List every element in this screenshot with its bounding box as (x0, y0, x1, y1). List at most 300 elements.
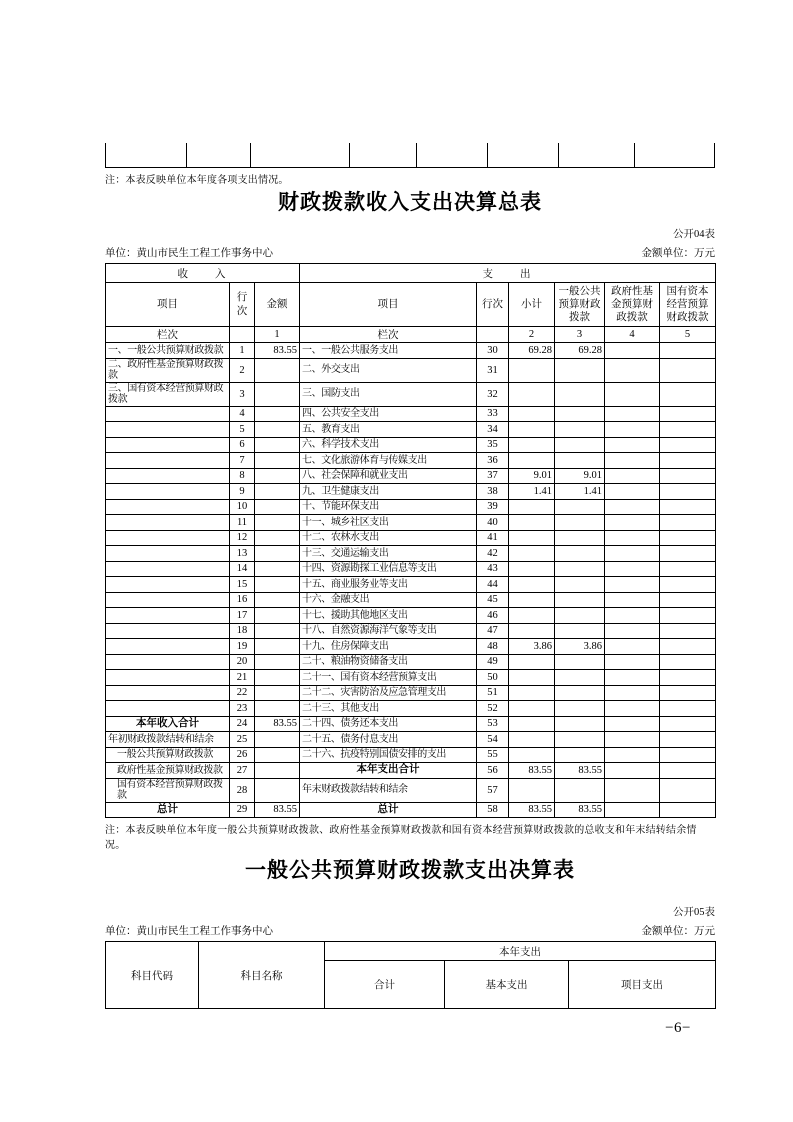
summary-amount-unit-label: 金额单位：万元 (641, 248, 715, 259)
expense-item-cell: 十五、商业服务业等支出 (300, 577, 477, 593)
income-amount-cell: 83.55 (255, 343, 300, 359)
income-line-no-cell: 28 (230, 778, 255, 802)
income-item-cell (106, 623, 230, 639)
general-budget-amount-cell: 83.55 (555, 763, 605, 779)
gov-fund-amount-cell (605, 437, 660, 453)
state-capital-amount-cell (660, 670, 716, 686)
income-item-cell (106, 484, 230, 500)
expense-subtotal-cell (509, 530, 555, 546)
gov-fund-amount-cell (605, 716, 660, 732)
expense-line-no-cell: 30 (477, 343, 509, 359)
col-income-amount-header: 金额 (255, 283, 300, 327)
expense-item-cell: 四、公共安全支出 (300, 406, 477, 422)
income-item-cell: 一、一般公共预算财政拨款 (106, 343, 230, 359)
expense-line-no-cell: 58 (477, 802, 509, 818)
table-row (106, 608, 716, 624)
general-budget-amount-cell (555, 577, 605, 593)
expense-item-cell: 本年支出合计 (300, 763, 477, 779)
col-general-budget-header: 一般公共预算财政拨款 (555, 283, 605, 327)
expense-line-no-cell: 31 (477, 358, 509, 382)
table-row (106, 732, 716, 748)
table-row (106, 546, 716, 562)
gov-fund-amount-cell (605, 499, 660, 515)
income-item-cell (106, 515, 230, 531)
expense-subtotal-cell (509, 654, 555, 670)
expense-subtotal-cell (509, 701, 555, 717)
table-row (106, 701, 716, 717)
income-line-no-cell: 18 (230, 623, 255, 639)
income-item-cell: 一般公共预算财政拨款 (106, 747, 230, 763)
income-amount-cell (255, 561, 300, 577)
expense-line-no-cell: 51 (477, 685, 509, 701)
state-capital-amount-cell (660, 685, 716, 701)
income-line-no-cell: 12 (230, 530, 255, 546)
table-row (106, 343, 716, 359)
general-table-title: 一般公共预算财政拨款支出决算表 (245, 859, 575, 882)
fragment-cell (350, 143, 417, 167)
expense-line-no-cell: 41 (477, 530, 509, 546)
state-capital-amount-cell (660, 592, 716, 608)
general-meta-line (105, 923, 715, 938)
income-line-no-cell: 11 (230, 515, 255, 531)
lanci-row (106, 327, 716, 343)
gov-fund-amount-cell (605, 639, 660, 655)
expense-subtotal-cell: 9.01 (509, 468, 555, 484)
gov-fund-amount-cell (605, 608, 660, 624)
income-amount-cell (255, 515, 300, 531)
income-item-cell: 三、国有资本经营预算财政拨款 (106, 382, 230, 406)
income-line-no-cell: 10 (230, 499, 255, 515)
expense-item-cell: 七、文化旅游体育与传媒支出 (300, 453, 477, 469)
expense-subtotal-cell: 83.55 (509, 802, 555, 818)
gov-fund-amount-cell (605, 670, 660, 686)
income-item-cell: 本年收入合计 (106, 716, 230, 732)
expense-line-no-cell: 53 (477, 716, 509, 732)
income-line-no-cell: 19 (230, 639, 255, 655)
state-capital-amount-cell (660, 701, 716, 717)
gov-fund-amount-cell (605, 763, 660, 779)
general-budget-amount-cell (555, 670, 605, 686)
expense-subtotal-cell: 1.41 (509, 484, 555, 500)
table-row (106, 453, 716, 469)
expense-subtotal-cell: 83.55 (509, 763, 555, 779)
fragment-cell (417, 143, 488, 167)
state-capital-amount-cell (660, 732, 716, 748)
expense-line-no-cell: 39 (477, 499, 509, 515)
current-year-expense-header: 本年支出 (325, 942, 716, 961)
expense-subtotal-cell: 3.86 (509, 639, 555, 655)
gov-fund-amount-cell (605, 747, 660, 763)
expense-subtotal-cell (509, 546, 555, 562)
table-row (106, 561, 716, 577)
income-item-cell (106, 406, 230, 422)
income-amount-cell (255, 546, 300, 562)
table-row (106, 499, 716, 515)
state-capital-amount-cell (660, 747, 716, 763)
state-capital-amount-cell (660, 484, 716, 500)
table-row (106, 592, 716, 608)
table-row (106, 654, 716, 670)
state-capital-amount-cell (660, 406, 716, 422)
income-line-no-cell: 26 (230, 747, 255, 763)
section-header-row (106, 264, 716, 283)
income-item-cell (106, 546, 230, 562)
general-budget-amount-cell (555, 608, 605, 624)
gov-fund-amount-cell (605, 422, 660, 438)
fragment-cell (635, 143, 715, 167)
table-row (106, 515, 716, 531)
income-item-cell (106, 685, 230, 701)
table-row (106, 406, 716, 422)
table-row (106, 778, 716, 802)
expense-subtotal-cell (509, 382, 555, 406)
income-amount-cell (255, 577, 300, 593)
expense-line-no-cell: 57 (477, 778, 509, 802)
expense-subtotal-cell (509, 437, 555, 453)
general-budget-amount-cell (555, 358, 605, 382)
expense-subtotal-cell (509, 685, 555, 701)
income-amount-cell (255, 608, 300, 624)
income-line-no-cell: 17 (230, 608, 255, 624)
expense-item-cell: 二十二、灾害防治及应急管理支出 (300, 685, 477, 701)
gov-fund-amount-cell (605, 343, 660, 359)
expense-line-no-cell: 46 (477, 608, 509, 624)
lanci-cell: 栏次 (106, 327, 230, 343)
table-row (106, 358, 716, 382)
expense-item-cell: 三、国防支出 (300, 382, 477, 406)
income-item-cell: 年初财政拨款结转和结余 (106, 732, 230, 748)
gov-fund-amount-cell (605, 515, 660, 531)
table-row (106, 747, 716, 763)
income-amount-cell (255, 623, 300, 639)
income-item-cell (106, 701, 230, 717)
general-budget-amount-cell (555, 716, 605, 732)
lanci-cell: 2 (509, 327, 555, 343)
expense-subtotal-cell (509, 670, 555, 686)
expense-line-no-cell: 40 (477, 515, 509, 531)
income-line-no-cell: 16 (230, 592, 255, 608)
state-capital-amount-cell (660, 468, 716, 484)
table-row (106, 685, 716, 701)
general-budget-amount-cell (555, 747, 605, 763)
table-row (106, 382, 716, 406)
expense-line-no-cell: 56 (477, 763, 509, 779)
income-amount-cell (255, 654, 300, 670)
income-amount-cell: 83.55 (255, 802, 300, 818)
expense-subtotal-cell (509, 592, 555, 608)
expense-item-cell: 十七、援助其他地区支出 (300, 608, 477, 624)
general-budget-amount-cell: 9.01 (555, 468, 605, 484)
previous-table-fragment (105, 143, 715, 168)
expense-item-cell: 二十、粮油物资储备支出 (300, 654, 477, 670)
subject-name-header: 科目名称 (199, 942, 325, 1009)
income-amount-cell (255, 685, 300, 701)
col-state-capital-header: 国有资本经营预算财政拨款 (660, 283, 716, 327)
income-item-cell (106, 561, 230, 577)
table-row (106, 802, 716, 818)
expense-subtotal-cell: 69.28 (509, 343, 555, 359)
expense-item-cell: 一、一般公共服务支出 (300, 343, 477, 359)
general-budget-amount-cell (555, 382, 605, 406)
income-line-no-cell: 24 (230, 716, 255, 732)
state-capital-amount-cell (660, 623, 716, 639)
income-line-no-cell: 5 (230, 422, 255, 438)
expense-subtotal-cell (509, 732, 555, 748)
fragment-cell (105, 143, 187, 167)
income-amount-cell (255, 701, 300, 717)
income-item-cell: 二、政府性基金预算财政拨款 (106, 358, 230, 382)
income-amount-cell (255, 484, 300, 500)
income-line-no-cell: 20 (230, 654, 255, 670)
income-item-cell (106, 639, 230, 655)
general-table-code: 公开05表 (673, 907, 715, 918)
expense-section-header: 支 出 (300, 264, 716, 283)
income-amount-cell (255, 670, 300, 686)
state-capital-amount-cell (660, 639, 716, 655)
gov-fund-amount-cell (605, 778, 660, 802)
general-budget-amount-cell (555, 561, 605, 577)
income-item-cell: 国有资本经营预算财政拨款 (106, 778, 230, 802)
income-line-no-cell: 21 (230, 670, 255, 686)
income-line-no-cell: 6 (230, 437, 255, 453)
income-line-no-cell: 22 (230, 685, 255, 701)
expense-subtotal-cell (509, 608, 555, 624)
general-amount-unit-label: 金额单位：万元 (641, 926, 715, 937)
general-budget-amount-cell (555, 422, 605, 438)
income-item-cell (106, 468, 230, 484)
total-header: 合计 (325, 961, 445, 1009)
expense-subtotal-cell (509, 406, 555, 422)
general-header-row-1 (106, 942, 716, 961)
expense-item-cell: 年末财政拨款结转和结余 (300, 778, 477, 802)
table-row (106, 639, 716, 655)
income-line-no-cell: 4 (230, 406, 255, 422)
col-subtotal-header: 小计 (509, 283, 555, 327)
col-income-line-header: 行次 (230, 283, 255, 327)
general-budget-amount-cell (555, 546, 605, 562)
expense-line-no-cell: 43 (477, 561, 509, 577)
general-budget-amount-cell (555, 654, 605, 670)
income-item-cell: 总计 (106, 802, 230, 818)
gov-fund-amount-cell (605, 484, 660, 500)
fragment-cell (559, 143, 635, 167)
lanci-cell: 1 (255, 327, 300, 343)
expense-line-no-cell: 48 (477, 639, 509, 655)
col-expense-line-header: 行次 (477, 283, 509, 327)
income-item-cell (106, 453, 230, 469)
income-line-no-cell: 3 (230, 382, 255, 406)
state-capital-amount-cell (660, 382, 716, 406)
gov-fund-amount-cell (605, 577, 660, 593)
income-item-cell (106, 670, 230, 686)
state-capital-amount-cell (660, 654, 716, 670)
income-section-header: 收 入 (106, 264, 300, 283)
expense-item-cell: 二十四、债务还本支出 (300, 716, 477, 732)
income-item-cell (106, 499, 230, 515)
expense-line-no-cell: 45 (477, 592, 509, 608)
fragment-cell (488, 143, 559, 167)
income-line-no-cell: 9 (230, 484, 255, 500)
expense-item-cell: 二十三、其他支出 (300, 701, 477, 717)
table-row (106, 437, 716, 453)
general-budget-amount-cell (555, 499, 605, 515)
expense-line-no-cell: 38 (477, 484, 509, 500)
income-amount-cell: 83.55 (255, 716, 300, 732)
gov-fund-amount-cell (605, 685, 660, 701)
expense-line-no-cell: 32 (477, 382, 509, 406)
state-capital-amount-cell (660, 358, 716, 382)
table-row (106, 468, 716, 484)
table-row (106, 623, 716, 639)
state-capital-amount-cell (660, 453, 716, 469)
gov-fund-amount-cell (605, 530, 660, 546)
expense-line-no-cell: 50 (477, 670, 509, 686)
income-amount-cell (255, 778, 300, 802)
expense-line-no-cell: 47 (477, 623, 509, 639)
income-amount-cell (255, 747, 300, 763)
income-line-no-cell: 29 (230, 802, 255, 818)
expense-item-cell: 总计 (300, 802, 477, 818)
income-amount-cell (255, 499, 300, 515)
gov-fund-amount-cell (605, 382, 660, 406)
state-capital-amount-cell (660, 778, 716, 802)
summary-meta-line (105, 245, 715, 260)
table-row (106, 716, 716, 732)
expense-item-cell: 十四、资源勘探工业信息等支出 (300, 561, 477, 577)
general-budget-amount-cell: 3.86 (555, 639, 605, 655)
expense-item-cell: 九、卫生健康支出 (300, 484, 477, 500)
expense-line-no-cell: 55 (477, 747, 509, 763)
income-amount-cell (255, 382, 300, 406)
lanci-cell: 5 (660, 327, 716, 343)
income-item-cell (106, 422, 230, 438)
summary-table-code: 公开04表 (673, 229, 715, 240)
expense-line-no-cell: 37 (477, 468, 509, 484)
state-capital-amount-cell (660, 763, 716, 779)
table-row (106, 484, 716, 500)
subject-code-header: 科目代码 (106, 942, 199, 1009)
income-line-no-cell: 8 (230, 468, 255, 484)
income-line-no-cell: 1 (230, 343, 255, 359)
income-amount-cell (255, 592, 300, 608)
income-item-cell (106, 530, 230, 546)
expense-subtotal-cell (509, 499, 555, 515)
general-budget-amount-cell: 1.41 (555, 484, 605, 500)
expense-item-cell: 二、外交支出 (300, 358, 477, 382)
column-header-row (106, 283, 716, 327)
expense-item-cell: 十二、农林水支出 (300, 530, 477, 546)
basic-expense-header: 基本支出 (445, 961, 569, 1009)
income-amount-cell (255, 358, 300, 382)
general-budget-amount-cell (555, 437, 605, 453)
expense-item-cell: 十八、自然资源海洋气象等支出 (300, 623, 477, 639)
lanci-cell: 3 (555, 327, 605, 343)
expense-line-no-cell: 44 (477, 577, 509, 593)
state-capital-amount-cell (660, 561, 716, 577)
fragment-cell (187, 143, 251, 167)
table-row (106, 670, 716, 686)
income-amount-cell (255, 763, 300, 779)
expense-line-no-cell: 35 (477, 437, 509, 453)
gov-fund-amount-cell (605, 546, 660, 562)
summary-table-title: 财政拨款收入支出决算总表 (278, 191, 542, 214)
general-budget-amount-cell: 69.28 (555, 343, 605, 359)
expense-item-cell: 六、科学技术支出 (300, 437, 477, 453)
income-line-no-cell: 7 (230, 453, 255, 469)
income-line-no-cell: 14 (230, 561, 255, 577)
expense-item-cell: 二十五、债务付息支出 (300, 732, 477, 748)
expense-item-cell: 二十六、抗疫特别国债安排的支出 (300, 747, 477, 763)
expense-line-no-cell: 34 (477, 422, 509, 438)
general-budget-amount-cell (555, 592, 605, 608)
general-budget-table (105, 941, 716, 1009)
page-number: −6− (665, 1020, 691, 1036)
expense-item-cell: 十、节能环保支出 (300, 499, 477, 515)
income-amount-cell (255, 468, 300, 484)
general-budget-amount-cell (555, 453, 605, 469)
expense-subtotal-cell (509, 778, 555, 802)
gov-fund-amount-cell (605, 358, 660, 382)
lanci-cell (230, 327, 255, 343)
gov-fund-amount-cell (605, 701, 660, 717)
state-capital-amount-cell (660, 577, 716, 593)
summary-table-body (106, 343, 716, 818)
income-item-cell: 政府性基金预算财政拨款 (106, 763, 230, 779)
gov-fund-amount-cell (605, 561, 660, 577)
income-item-cell (106, 654, 230, 670)
col-gov-fund-header: 政府性基金预算财政拨款 (605, 283, 660, 327)
general-budget-amount-cell (555, 701, 605, 717)
expense-line-no-cell: 54 (477, 732, 509, 748)
gov-fund-amount-cell (605, 654, 660, 670)
state-capital-amount-cell (660, 530, 716, 546)
lanci-cell: 栏次 (300, 327, 477, 343)
table-row (106, 763, 716, 779)
expense-item-cell: 十三、交通运输支出 (300, 546, 477, 562)
col-expense-item-header: 项目 (300, 283, 477, 327)
summary-table-note: 注：本表反映单位本年度一般公共预算财政拨款、政府性基金预算财政拨款和国有资本经营预算财政拨款的总收支和年末结转结余情况。 (105, 825, 697, 851)
general-unit-label: 单位：黄山市民生工程工作事务中心 (105, 926, 273, 937)
expense-subtotal-cell (509, 561, 555, 577)
general-budget-amount-cell (555, 685, 605, 701)
income-line-no-cell: 27 (230, 763, 255, 779)
expense-line-no-cell: 36 (477, 453, 509, 469)
income-line-no-cell: 25 (230, 732, 255, 748)
gov-fund-amount-cell (605, 453, 660, 469)
table-row (106, 577, 716, 593)
income-item-cell (106, 437, 230, 453)
fragment-cell (251, 143, 350, 167)
summary-unit-label: 单位：黄山市民生工程工作事务中心 (105, 248, 273, 259)
expense-item-cell: 五、教育支出 (300, 422, 477, 438)
table-row (106, 422, 716, 438)
state-capital-amount-cell (660, 437, 716, 453)
state-capital-amount-cell (660, 515, 716, 531)
gov-fund-amount-cell (605, 592, 660, 608)
expense-item-cell: 八、社会保障和就业支出 (300, 468, 477, 484)
state-capital-amount-cell (660, 422, 716, 438)
state-capital-amount-cell (660, 343, 716, 359)
expense-subtotal-cell (509, 422, 555, 438)
state-capital-amount-cell (660, 802, 716, 818)
income-line-no-cell: 2 (230, 358, 255, 382)
expense-subtotal-cell (509, 453, 555, 469)
expense-subtotal-cell (509, 515, 555, 531)
state-capital-amount-cell (660, 499, 716, 515)
income-amount-cell (255, 453, 300, 469)
general-budget-amount-cell (555, 515, 605, 531)
expense-item-cell: 十九、住房保障支出 (300, 639, 477, 655)
